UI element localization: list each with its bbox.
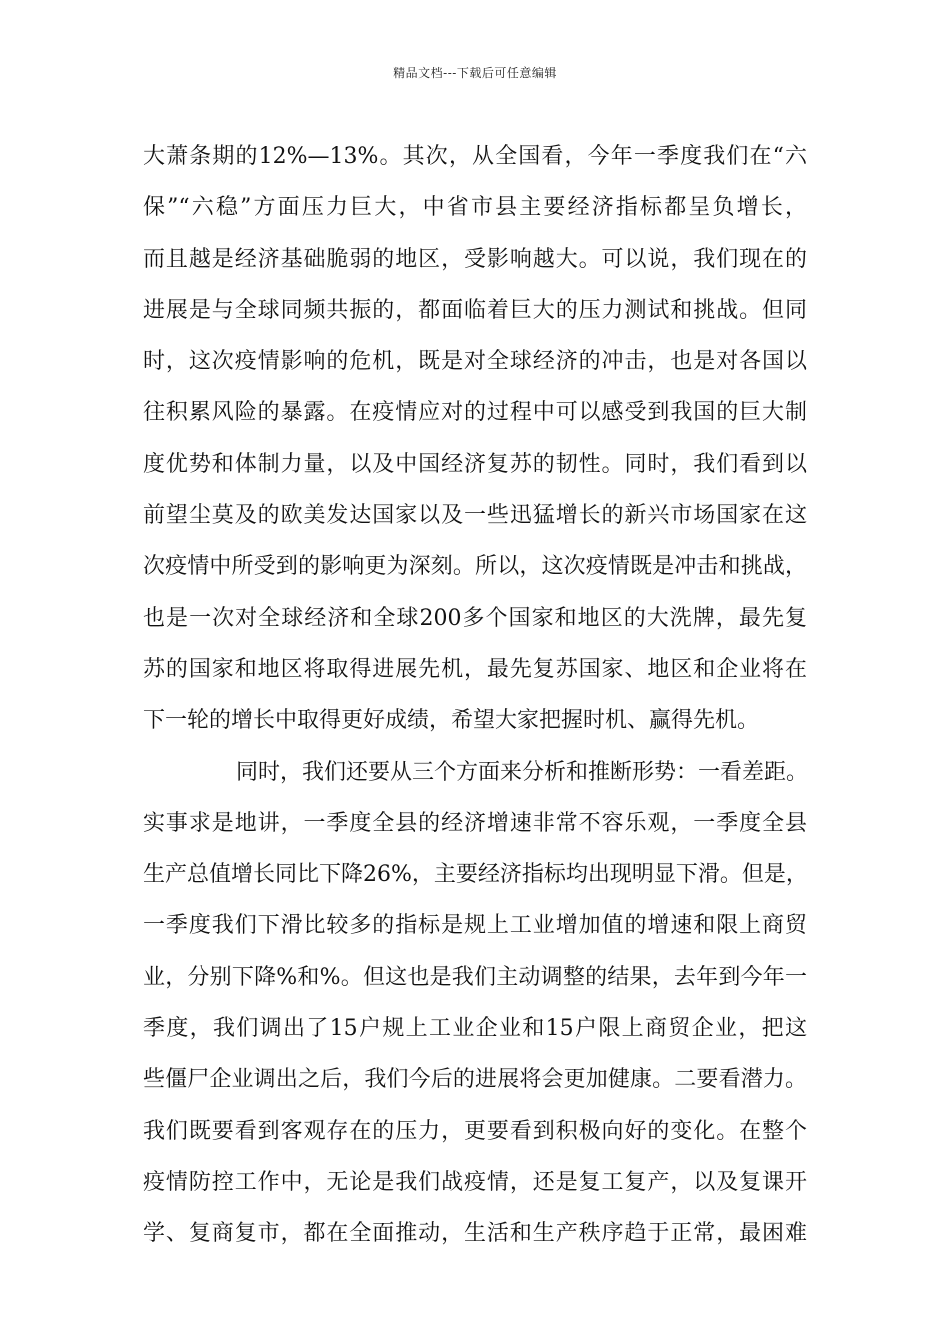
text-line: 生产总值增长同比下降26%，主要经济指标均出现明显下滑。但是， xyxy=(143,862,808,888)
text-line: 前望尘莫及的欧美发达国家以及一些迅猛增长的新兴市场国家在这 xyxy=(143,503,807,529)
text-line: 些僵尸企业调出之后，我们今后的进展将会更加健康。二要看潜力。 xyxy=(143,1067,807,1093)
text-line: 下一轮的增长中取得更好成绩，希望大家把握时机、赢得先机。 xyxy=(143,708,760,734)
text-line: 一季度我们下滑比较多的指标是规上工业增加值的增速和限上商贸 xyxy=(143,913,807,939)
text-line: 保”“六稳”方面压力巨大，中省市县主要经济指标都呈负增长， xyxy=(143,195,807,221)
text-line: 实事求是地讲，一季度全县的经济增速非常不容乐观，一季度全县 xyxy=(143,810,807,836)
text-line: 我们既要看到客观存在的压力，更要看到积极向好的变化。在整个 xyxy=(143,1118,807,1144)
text-line: 季度，我们调出了15户规上工业企业和15户限上商贸企业，把这 xyxy=(143,1016,807,1042)
text-line: 疫情防控工作中，无论是我们战疫情，还是复工复产，以及复课开 xyxy=(143,1169,807,1195)
text-line: 业，分别下降%和%。但这也是我们主动调整的结果，去年到今年一 xyxy=(143,964,807,990)
text-line-indented: 同时，我们还要从三个方面来分析和推断形势：一看差距。 xyxy=(236,759,809,785)
text-line: 而且越是经济基础脆弱的地区，受影响越大。可以说，我们现在的 xyxy=(143,246,807,272)
text-line: 时，这次疫情影响的危机，既是对全球经济的冲击，也是对各国以 xyxy=(143,349,807,375)
page-header: 精品文档---下载后可任意编辑 xyxy=(393,66,557,80)
text-line: 也是一次对全球经济和全球200多个国家和地区的大洗牌，最先复 xyxy=(143,605,807,631)
text-line: 苏的国家和地区将取得进展先机，最先复苏国家、地区和企业将在 xyxy=(143,656,807,682)
text-line: 进展是与全球同频共振的，都面临着巨大的压力测试和挑战。但同 xyxy=(143,297,807,323)
text-line: 次疫情中所受到的影响更为深刻。所以，这次疫情既是冲击和挑战， xyxy=(143,554,807,580)
text-line: 度优势和体制力量，以及中国经济复苏的韧性。同时，我们看到以 xyxy=(143,451,807,477)
text-line: 学、复商复市，都在全面推动，生活和生产秩序趋于正常，最困难 xyxy=(143,1221,807,1247)
text-line: 大萧条期的12%—13%。其次，从全国看，今年一季度我们在“六 xyxy=(143,144,807,169)
text-line: 往积累风险的暴露。在疫情应对的过程中可以感受到我国的巨大制 xyxy=(143,400,807,426)
body-text xyxy=(143,131,807,1260)
